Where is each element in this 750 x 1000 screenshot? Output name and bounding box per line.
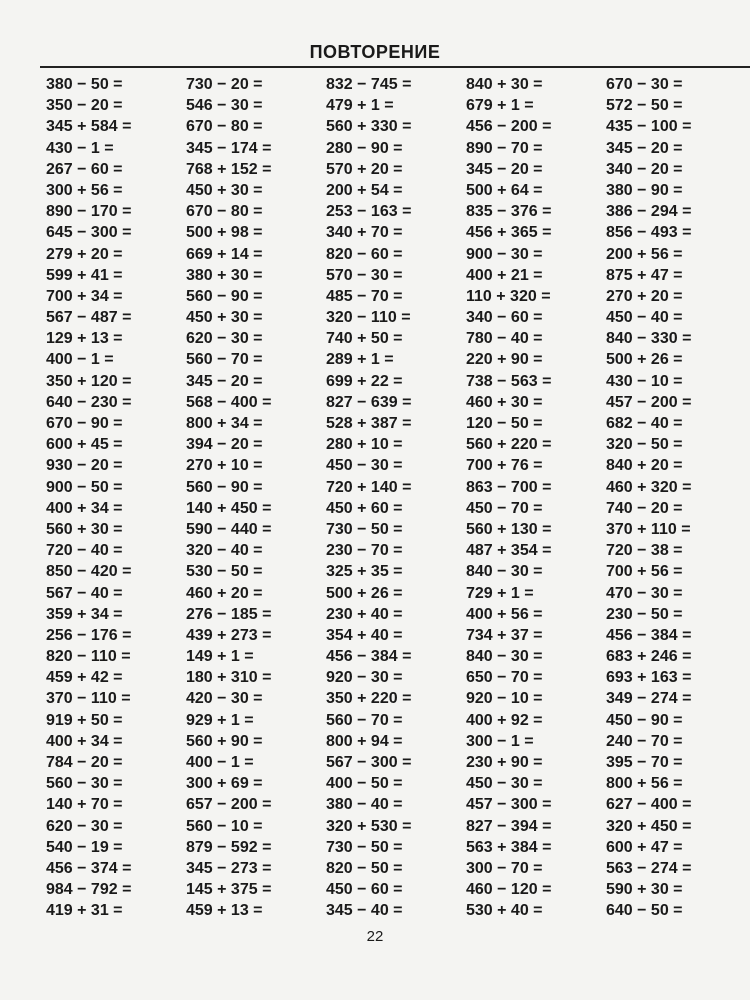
arithmetic-problem: 530 + 40 = (466, 902, 543, 920)
arithmetic-problem: 670 − 90 = (46, 415, 123, 432)
arithmetic-problem: 840 + 30 = (466, 76, 543, 93)
arithmetic-problem: 456 − 384 = (606, 626, 692, 644)
arithmetic-problem: 230 + 90 = (466, 754, 543, 771)
arithmetic-problem: 450 − 40 = (606, 309, 683, 327)
arithmetic-problem: 620 − 30 = (186, 330, 263, 348)
arithmetic-problem: 400 + 21 = (466, 266, 543, 284)
arithmetic-problem: 460 + 320 = (606, 478, 692, 496)
arithmetic-problem: 699 + 22 = (326, 372, 403, 390)
arithmetic-problem: 627 − 400 = (606, 796, 692, 814)
arithmetic-problem: 560 + 220 = (466, 436, 552, 454)
arithmetic-problem: 320 − 40 = (186, 542, 263, 560)
arithmetic-problem: 456 − 200 = (466, 118, 552, 136)
arithmetic-problem: 650 − 70 = (466, 669, 543, 687)
arithmetic-problem: 720 − 38 = (606, 542, 683, 560)
arithmetic-problem: 276 − 185 = (186, 605, 272, 623)
arithmetic-problem: 345 − 20 = (606, 139, 683, 157)
arithmetic-problem: 380 − 50 = (46, 76, 123, 93)
page-title: ПОВТОРЕНИЕ (309, 42, 441, 62)
arithmetic-problem: 645 − 300 = (46, 224, 132, 242)
arithmetic-problem: 479 + 1 = (326, 97, 394, 115)
arithmetic-problem: 500 + 26 = (326, 584, 403, 602)
arithmetic-problem: 840 + 20 = (606, 457, 683, 475)
arithmetic-problem: 400 − 50 = (326, 775, 403, 793)
arithmetic-problem: 700 + 76 = (466, 457, 543, 475)
arithmetic-problem: 450 − 30 = (326, 457, 403, 475)
arithmetic-problem: 600 + 47 = (606, 838, 683, 856)
arithmetic-problem: 345 − 20 = (466, 160, 543, 178)
arithmetic-problem: 300 + 56 = (46, 181, 123, 199)
arithmetic-problem: 590 + 30 = (606, 881, 683, 899)
arithmetic-problem: 430 − 1 = (46, 139, 114, 157)
arithmetic-problem: 920 − 10 = (466, 690, 543, 708)
arithmetic-problem: 570 + 20 = (326, 160, 403, 178)
arithmetic-problem: 456 + 365 = (466, 224, 552, 242)
arithmetic-problem: 279 + 20 = (46, 245, 123, 263)
arithmetic-problem: 450 + 30 = (186, 309, 263, 327)
arithmetic-problem: 890 − 70 = (466, 139, 543, 157)
arithmetic-problem: 730 − 50 = (326, 520, 403, 538)
arithmetic-problem: 879 − 592 = (186, 838, 272, 856)
arithmetic-problem: 456 − 374 = (46, 859, 132, 877)
arithmetic-problem: 450 + 60 = (326, 499, 403, 517)
arithmetic-problem: 430 − 10 = (606, 372, 683, 390)
arithmetic-problem: 875 + 47 = (606, 266, 683, 284)
arithmetic-problem: 840 − 330 = (606, 330, 692, 348)
arithmetic-problem: 730 − 50 = (326, 838, 403, 856)
arithmetic-problem: 640 − 230 = (46, 393, 132, 411)
arithmetic-problem: 459 + 13 = (186, 902, 263, 920)
arithmetic-problem: 450 − 60 = (326, 881, 403, 899)
arithmetic-problem: 110 + 320 = (466, 287, 551, 305)
arithmetic-problem: 670 − 80 = (186, 203, 263, 221)
arithmetic-problem: 800 + 56 = (606, 775, 683, 793)
arithmetic-problem: 560 − 70 = (186, 351, 263, 369)
arithmetic-problem: 345 − 273 = (186, 859, 272, 877)
problem-column-1 (46, 74, 186, 922)
arithmetic-problem: 738 − 563 = (466, 372, 552, 390)
arithmetic-problem: 827 − 639 = (326, 393, 412, 411)
arithmetic-problem: 500 + 64 = (466, 181, 543, 199)
arithmetic-problem: 820 − 60 = (326, 245, 403, 263)
arithmetic-problem: 599 + 41 = (46, 266, 123, 284)
problem-column-2 (186, 74, 326, 922)
arithmetic-problem: 850 − 420 = (46, 563, 132, 581)
arithmetic-problem: 734 + 37 = (466, 626, 543, 644)
arithmetic-problem: 528 + 387 = (326, 415, 412, 432)
arithmetic-problem: 149 + 1 = (186, 648, 254, 666)
arithmetic-problem: 500 + 98 = (186, 224, 263, 242)
arithmetic-problem: 840 − 30 = (466, 563, 543, 581)
arithmetic-problem: 345 − 174 = (186, 139, 272, 157)
arithmetic-problem: 459 + 42 = (46, 669, 123, 687)
arithmetic-problem: 220 + 90 = (466, 351, 543, 369)
arithmetic-problem: 570 − 30 = (326, 266, 403, 284)
arithmetic-problem: 800 + 34 = (186, 415, 263, 432)
arithmetic-problem: 600 + 45 = (46, 436, 123, 454)
arithmetic-problem: 460 + 30 = (466, 393, 543, 411)
arithmetic-problem: 435 − 100 = (606, 118, 692, 136)
arithmetic-problem: 270 + 10 = (186, 457, 263, 475)
arithmetic-problem: 456 − 384 = (326, 648, 412, 666)
arithmetic-problem: 620 − 30 = (46, 817, 123, 835)
arithmetic-problem: 300 − 1 = (466, 732, 534, 750)
arithmetic-problem: 929 + 1 = (186, 711, 254, 729)
arithmetic-problem: 230 − 70 = (326, 542, 403, 560)
arithmetic-problem: 450 − 30 = (466, 775, 543, 793)
arithmetic-problem: 560 + 30 = (46, 520, 123, 538)
arithmetic-problem: 567 − 40 = (46, 584, 123, 602)
arithmetic-problem: 670 − 80 = (186, 118, 263, 136)
arithmetic-problem: 780 − 40 = (466, 330, 543, 348)
arithmetic-problem: 386 − 294 = (606, 203, 692, 221)
arithmetic-problem: 380 − 40 = (326, 796, 403, 814)
arithmetic-problem: 354 + 40 = (326, 626, 403, 644)
arithmetic-problem: 280 + 10 = (326, 436, 403, 454)
arithmetic-problem: 900 − 50 = (46, 478, 123, 496)
arithmetic-problem: 370 + 110 = (606, 520, 691, 538)
arithmetic-problem: 856 − 493 = (606, 224, 692, 242)
arithmetic-problem: 345 − 40 = (326, 902, 403, 920)
arithmetic-problem: 670 − 30 = (606, 76, 683, 93)
arithmetic-problem: 984 − 792 = (46, 881, 132, 899)
arithmetic-problem: 350 − 20 = (46, 97, 123, 115)
arithmetic-problem: 340 − 60 = (466, 309, 543, 327)
arithmetic-problem: 400 + 34 = (46, 499, 123, 517)
arithmetic-problem: 460 + 20 = (186, 584, 263, 602)
arithmetic-problem: 400 − 1 = (186, 754, 254, 771)
arithmetic-problem: 485 − 70 = (326, 287, 403, 305)
arithmetic-problem: 419 + 31 = (46, 902, 123, 920)
arithmetic-problem: 450 + 30 = (186, 181, 263, 199)
arithmetic-problem: 920 − 30 = (326, 669, 403, 687)
arithmetic-problem: 560 − 90 = (186, 478, 263, 496)
arithmetic-problem: 289 + 1 = (326, 351, 394, 369)
arithmetic-problem: 563 + 384 = (466, 838, 552, 856)
arithmetic-problem: 320 + 450 = (606, 817, 692, 835)
arithmetic-problem: 487 + 354 = (466, 542, 552, 560)
arithmetic-problem: 540 − 19 = (46, 838, 123, 856)
arithmetic-problem: 253 − 163 = (326, 203, 412, 221)
arithmetic-problem: 345 − 20 = (186, 372, 263, 390)
arithmetic-problem: 740 − 20 = (606, 499, 683, 517)
arithmetic-problem: 439 + 273 = (186, 626, 272, 644)
arithmetic-problem: 560 + 130 = (466, 520, 552, 538)
arithmetic-problem: 129 + 13 = (46, 330, 123, 348)
arithmetic-problem: 820 − 110 = (46, 648, 131, 666)
arithmetic-problem: 730 − 20 = (186, 76, 263, 93)
arithmetic-problem: 863 − 700 = (466, 478, 552, 496)
arithmetic-problem: 380 − 90 = (606, 181, 683, 199)
problem-column-5 (606, 74, 736, 922)
arithmetic-problem: 270 + 20 = (606, 287, 683, 305)
arithmetic-problem: 140 + 70 = (46, 796, 123, 814)
arithmetic-problem: 835 − 376 = (466, 203, 552, 221)
arithmetic-problem: 340 + 70 = (326, 224, 403, 242)
arithmetic-problem: 820 − 50 = (326, 859, 403, 877)
arithmetic-problem: 560 − 70 = (326, 711, 403, 729)
arithmetic-problem: 400 + 34 = (46, 732, 123, 750)
arithmetic-problem: 890 − 170 = (46, 203, 132, 221)
title-rule (40, 66, 750, 68)
arithmetic-problem: 240 − 70 = (606, 732, 683, 750)
arithmetic-problem: 560 − 30 = (46, 775, 123, 793)
arithmetic-problem: 827 − 394 = (466, 817, 552, 835)
arithmetic-problem: 380 + 30 = (186, 266, 263, 284)
arithmetic-problem: 560 − 10 = (186, 817, 263, 835)
arithmetic-problem: 450 − 90 = (606, 711, 683, 729)
arithmetic-problem: 683 + 246 = (606, 648, 692, 666)
arithmetic-problem: 900 − 30 = (466, 245, 543, 263)
arithmetic-problem: 320 − 110 = (326, 309, 411, 327)
arithmetic-problem: 395 − 70 = (606, 754, 683, 771)
arithmetic-problem: 919 + 50 = (46, 711, 123, 729)
arithmetic-problem: 320 + 530 = (326, 817, 412, 835)
arithmetic-problem: 230 − 50 = (606, 605, 683, 623)
arithmetic-problem: 280 − 90 = (326, 139, 403, 157)
arithmetic-problem: 560 − 90 = (186, 287, 263, 305)
arithmetic-problem: 530 − 50 = (186, 563, 263, 581)
arithmetic-problem: 230 + 40 = (326, 605, 403, 623)
arithmetic-problem: 457 − 200 = (606, 393, 692, 411)
page-number: 22 (366, 928, 384, 945)
arithmetic-problem: 145 + 375 = (186, 881, 272, 899)
arithmetic-problem: 370 − 110 = (46, 690, 131, 708)
arithmetic-problem: 930 − 20 = (46, 457, 123, 475)
arithmetic-problem: 832 − 745 = (326, 76, 412, 93)
arithmetic-problem: 567 − 487 = (46, 309, 132, 327)
arithmetic-problem: 560 + 90 = (186, 732, 263, 750)
arithmetic-problem: 568 − 400 = (186, 393, 272, 411)
problem-column-4 (466, 74, 606, 922)
arithmetic-problem: 500 + 26 = (606, 351, 683, 369)
arithmetic-problem: 768 + 152 = (186, 160, 272, 178)
arithmetic-problem: 267 − 60 = (46, 160, 123, 178)
arithmetic-problem: 350 + 120 = (46, 372, 132, 390)
arithmetic-problem: 300 + 69 = (186, 775, 263, 793)
arithmetic-problem: 345 + 584 = (46, 118, 132, 136)
problems-grid (46, 74, 736, 922)
problem-column-3 (326, 74, 466, 922)
arithmetic-problem: 682 − 40 = (606, 415, 683, 432)
arithmetic-problem: 546 − 30 = (186, 97, 263, 115)
arithmetic-problem: 740 + 50 = (326, 330, 403, 348)
arithmetic-problem: 657 − 200 = (186, 796, 272, 814)
arithmetic-problem: 572 − 50 = (606, 97, 683, 115)
arithmetic-problem: 400 − 1 = (46, 351, 114, 369)
arithmetic-problem: 349 − 274 = (606, 690, 692, 708)
arithmetic-problem: 350 + 220 = (326, 690, 412, 708)
arithmetic-problem: 140 + 450 = (186, 499, 272, 517)
arithmetic-problem: 400 + 92 = (466, 711, 543, 729)
arithmetic-problem: 394 − 20 = (186, 436, 263, 454)
arithmetic-problem: 669 + 14 = (186, 245, 263, 263)
arithmetic-problem: 840 − 30 = (466, 648, 543, 666)
arithmetic-problem: 590 − 440 = (186, 520, 272, 538)
arithmetic-problem: 700 + 34 = (46, 287, 123, 305)
arithmetic-problem: 420 − 30 = (186, 690, 263, 708)
arithmetic-problem: 567 − 300 = (326, 754, 412, 771)
arithmetic-problem: 256 − 176 = (46, 626, 132, 644)
arithmetic-problem: 560 + 330 = (326, 118, 412, 136)
arithmetic-problem: 784 − 20 = (46, 754, 123, 771)
arithmetic-problem: 720 − 40 = (46, 542, 123, 560)
arithmetic-problem: 180 + 310 = (186, 669, 272, 687)
arithmetic-problem: 720 + 140 = (326, 478, 412, 496)
arithmetic-problem: 679 + 1 = (466, 97, 534, 115)
arithmetic-problem: 457 − 300 = (466, 796, 552, 814)
arithmetic-problem: 460 − 120 = (466, 881, 552, 899)
arithmetic-problem: 320 − 50 = (606, 436, 683, 454)
arithmetic-problem: 800 + 94 = (326, 732, 403, 750)
arithmetic-problem: 693 + 163 = (606, 669, 692, 687)
arithmetic-problem: 700 + 56 = (606, 563, 683, 581)
arithmetic-problem: 359 + 34 = (46, 605, 123, 623)
arithmetic-problem: 200 + 56 = (606, 245, 683, 263)
arithmetic-problem: 300 − 70 = (466, 859, 543, 877)
arithmetic-problem: 450 − 70 = (466, 499, 543, 517)
arithmetic-problem: 640 − 50 = (606, 902, 683, 920)
arithmetic-problem: 120 − 50 = (466, 415, 543, 432)
arithmetic-problem: 729 + 1 = (466, 584, 534, 602)
arithmetic-problem: 340 − 20 = (606, 160, 683, 178)
arithmetic-problem: 325 + 35 = (326, 563, 403, 581)
arithmetic-problem: 200 + 54 = (326, 181, 403, 199)
arithmetic-problem: 400 + 56 = (466, 605, 543, 623)
arithmetic-problem: 470 − 30 = (606, 584, 683, 602)
arithmetic-problem: 563 − 274 = (606, 859, 692, 877)
